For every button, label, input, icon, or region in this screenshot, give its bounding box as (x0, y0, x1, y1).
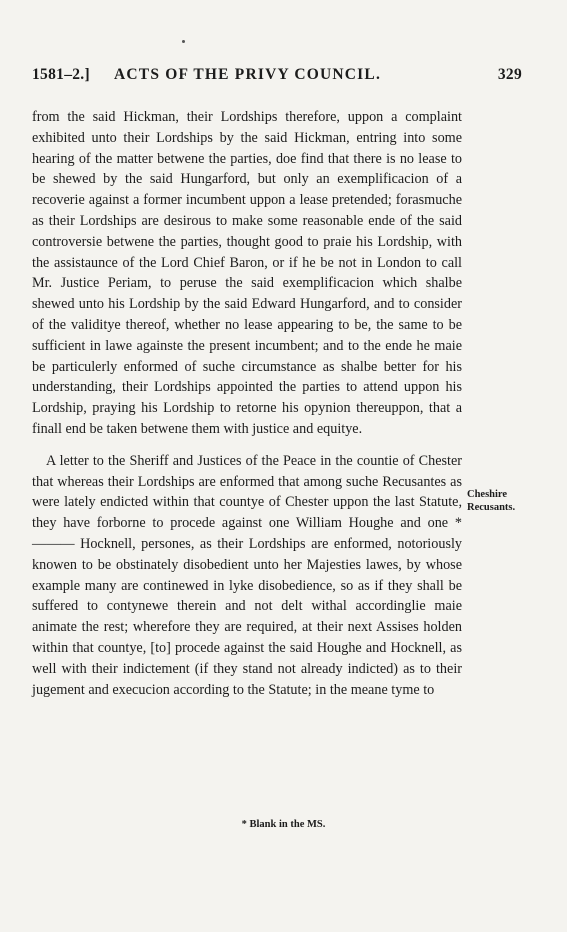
ink-speck (182, 40, 185, 43)
footnote: * Blank in the MS. (241, 819, 326, 830)
paragraph-continuation: from the said Hickman, their Lordships therefore, uppon a complaint exhibited unto their Lordships by the said Hickman, entring into some hearing of the matter betwene the parties, doe find that there is no lease to be shewed by the said Hungarford, but only an exemplificacion of a recoverie against a former incumbent uppon a lease pretended; forasmuche as their Lordships are desirous to make some reasonable ende of the said controversie betwene the parties, thought good to praie his Lordship, with the assistaunce of the Lord Chief Baron, or if he be not in London to call Mr. Justice Periam, to peruse the said exemplificacion which shalbe shewed unto his Lordship by the said Edward Hungarford, and to consider of the validitye thereof, whether no lease appearing to be, the same to be sufficient in lawe againste the present incumbent; and to the ende he maie be particulerly enformed of suche circumstance as shalbe better for his understanding, their Lordships appointed the parties to attend uppon his Lordship, praying his Lordship to retorne his opynion thereuppon, that a finall end be taken betwene them with justice and equitye. (32, 109, 462, 437)
header-title: ACTS OF THE PRIVY COUNCIL. (114, 66, 382, 83)
paragraph-letter: A letter to the Sheriff and Justices of the Peace in the countie of Chester that whereas their Lordships are enformed that among suche Recusantes as were lately endicted within that countye of Chester uppon the last Statute, they have forborne to procede against one William Houghe and one * ——— Hocknell, persones, as their Lordships are enformed, notoriously knowen to be obstinately disobedient unto her Majesties lawes, by whose example many are continewed in lyke disobedience, so as if they shall be suffered to contynewe therein and not delt withal accordinglie maie animate the rest; wherefore they are required, at their next Assises holden within that countye, [to] procede against the said Houghe and Hocknell, as well with their indictement (if they stand not already indicted) as to their jugement and execucion according to the Statute; in the meane tyme to (32, 452, 462, 698)
running-header (32, 66, 522, 88)
margin-note: Cheshire Recusants. (467, 489, 516, 513)
page-number: 329 (497, 66, 522, 83)
body-text (32, 107, 462, 700)
header-date: 1581–2.] (32, 66, 90, 83)
